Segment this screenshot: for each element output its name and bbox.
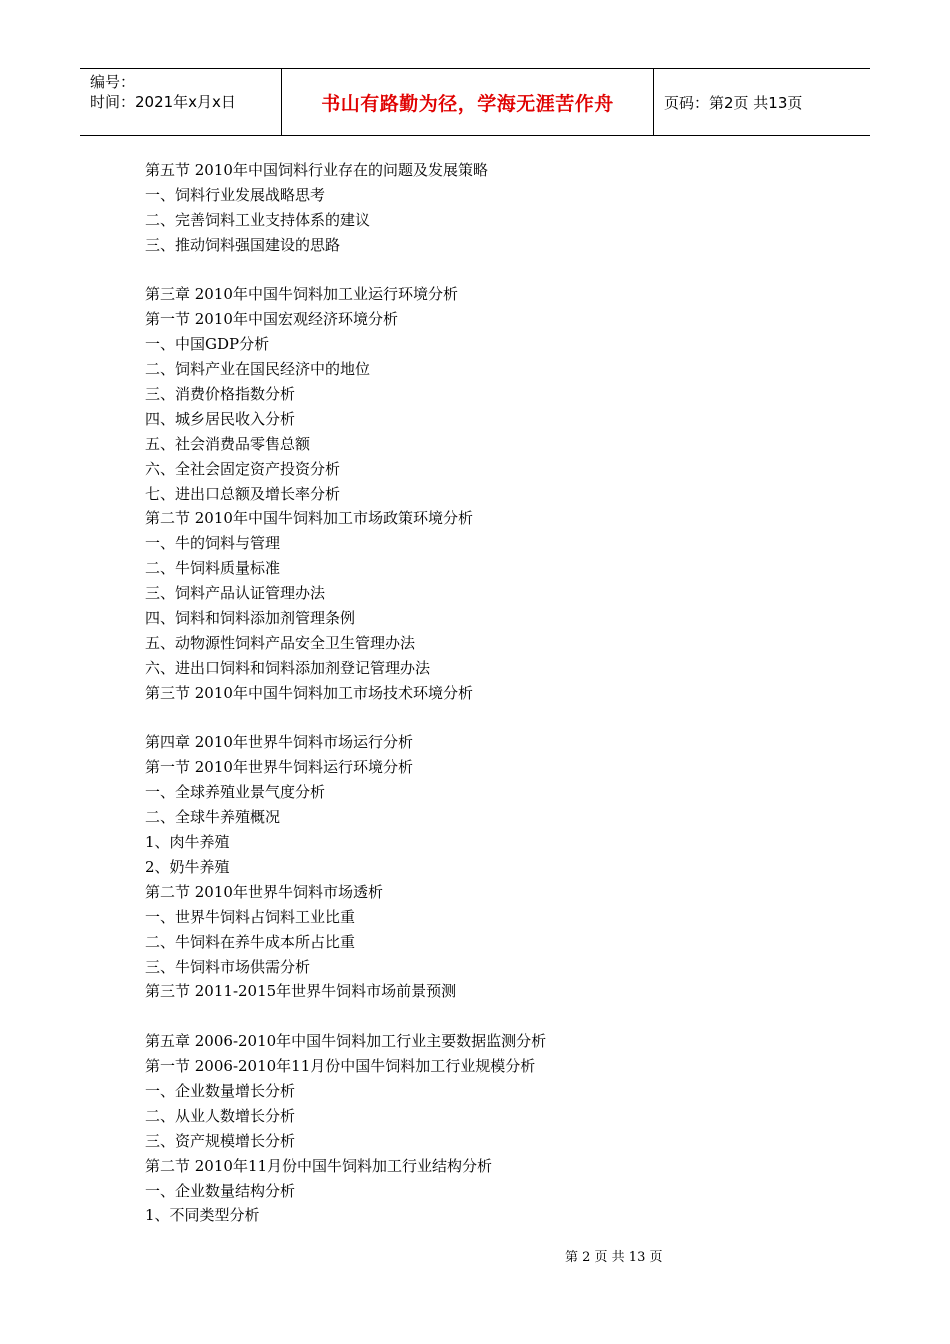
toc-line: 三、消费价格指数分析 [145,385,296,404]
toc-line: 第三节 2010年中国牛饲料加工市场技术环境分析 [145,683,473,702]
toc-line: 第一节 2010年中国宏观经济环境分析 [145,310,398,329]
blank-line [145,258,845,283]
toc-line: 二、全球牛养殖概况 [145,808,281,827]
footer-page-number: 第 2 页 共 13 页 [565,1250,663,1265]
toc-line: 六、进出口饲料和饲料添加剂登记管理办法 [145,658,431,677]
blank-line [145,1004,845,1029]
page-footer [565,1246,662,1265]
toc-line: 二、牛饲料在养牛成本所占比重 [145,932,356,951]
toc-line: 一、牛的饲料与管理 [145,534,281,553]
toc-line: 1、不同类型分析 [145,1206,260,1225]
table-of-contents [145,158,845,1228]
toc-line: 二、完善饲料工业支持体系的建议 [145,210,371,229]
toc-line: 一、饲料行业发展战略思考 [145,185,326,204]
toc-line: 六、全社会固定资产投资分析 [145,459,341,478]
header-meta-cell [80,69,282,135]
toc-line: 四、饲料和饲料添加剂管理条例 [145,609,356,628]
toc-line: 四、城乡居民收入分析 [145,409,296,428]
header-motto-cell [282,69,654,135]
toc-line: 第三章 2010年中国牛饲料加工业运行环境分析 [145,285,458,304]
toc-line: 二、饲料产业在国民经济中的地位 [145,360,371,379]
blank-line [145,706,845,731]
toc-line: 三、推动饲料强国建设的思路 [145,235,341,254]
toc-line: 第一节 2010年世界牛饲料运行环境分析 [145,758,413,777]
toc-line: 第五节 2010年中国饲料行业存在的问题及发展策略 [145,161,488,179]
toc-line: 第一节 2006-2010年11月份中国牛饲料加工行业规模分析 [145,1057,536,1076]
header-page-cell [654,69,870,135]
time-label: 时间：2021年x月x日 [90,93,236,111]
toc-line: 一、全球养殖业景气度分析 [145,783,326,802]
toc-line: 一、企业数量增长分析 [145,1081,296,1100]
toc-line: 第二节 2010年世界牛饲料市场透析 [145,882,383,901]
toc-line: 三、饲料产品认证管理办法 [145,584,326,603]
number-label: 编号： [90,73,136,91]
toc-line: 一、中国GDP分析 [145,335,270,354]
motto-text: 书山有路勤为径，学海无涯苦作舟 [321,92,614,115]
toc-line: 五、动物源性饲料产品安全卫生管理办法 [145,633,416,652]
toc-line: 第五章 2006-2010年中国牛饲料加工行业主要数据监测分析 [145,1032,547,1051]
toc-line: 第二节 2010年中国牛饲料加工市场政策环境分析 [145,509,473,528]
toc-line: 2、奶牛养殖 [145,857,230,876]
toc-line: 一、世界牛饲料占饲料工业比重 [145,907,356,926]
toc-line: 第三节 2011-2015年世界牛饲料市场前景预测 [145,982,457,1001]
document-header [80,68,870,136]
toc-line: 七、进出口总额及增长率分析 [145,484,341,503]
toc-line: 一、企业数量结构分析 [145,1181,296,1200]
toc-line: 1、肉牛养殖 [145,833,230,852]
toc-line: 二、从业人数增长分析 [145,1106,296,1125]
toc-line: 二、牛饲料质量标准 [145,559,281,578]
toc-line: 第二节 2010年11月份中国牛饲料加工行业结构分析 [145,1156,493,1175]
page-info: 页码：第2页 共13页 [664,93,803,112]
toc-line: 三、资产规模增长分析 [145,1131,296,1150]
toc-line: 三、牛饲料市场供需分析 [145,957,311,976]
toc-line: 第四章 2010年世界牛饲料市场运行分析 [145,733,413,752]
toc-line: 五、社会消费品零售总额 [145,434,311,453]
